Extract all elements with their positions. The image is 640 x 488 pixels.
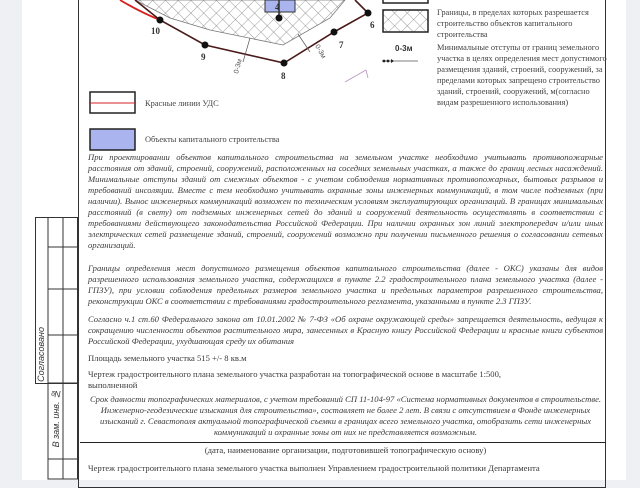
legend-offset-text: Минимальные отступы от границ земельного участка в целях определения мест допустимого размещения зданий, строений, сооружений, за пределами которых запрещено строительство зданий, строений, сооружений, м(согласно видам разрешенного использования) xyxy=(437,43,607,107)
legend-hatched-symbol xyxy=(383,10,428,32)
point-label: 9 xyxy=(201,52,206,62)
point-label: 10 xyxy=(151,26,160,36)
legend-symbol-box xyxy=(383,0,428,3)
buildable-zone xyxy=(135,0,345,45)
approval-stamp xyxy=(35,217,78,480)
paragraph-oks-boundaries: Границы определения мест допустимого размещения объектов капитального строительства (далее - ОКС) указаны для видов разрешенного использования земельного участка, содержащихся в пункте 2.2 градостроительного плана земельного участка (далее - ГПЗУ), при условии соблюдения предельных размеров земельного участка и предельных параметров разрешенного строительства, реконструкции ОКС в соответствии с требованиями градостроительного регламента, указанными в пункте 2.3 ГПЗУ. xyxy=(88,263,603,306)
point-label: 8 xyxy=(281,71,286,81)
stamp-inventory-label: В зам. инв. № xyxy=(51,389,61,448)
legend-objects-symbol xyxy=(90,129,135,150)
point-label: 6 xyxy=(370,20,375,30)
legend-hatched-text: Границы, в пределах которых разрешается строительство объектов капитального строительства xyxy=(437,8,589,39)
offset-label: 0-3м xyxy=(233,58,244,75)
divider xyxy=(80,442,606,443)
topo-note: Срок давности топографических материалов, с учетом требований СП 11-104-97 «Система нормативных документов в строительстве. Инженерно-геодезические изыскания для строительства», составляет не более 2 лет. В связи с отсутствием в Фонде инженерных изысканий г. Севастополя актуальной топографической съемки в границах всего земельного участка, отобразить сети инженерных коммуникаций и охранные зоны от них не представляется возможным. xyxy=(89,394,602,437)
stamp-agreed-label: Согласовано xyxy=(36,327,46,382)
building xyxy=(265,0,295,12)
executor-note: Чертеж градостроительного плана земельного участка выполнен Управлением градостроительной политики Департамента xyxy=(88,463,540,473)
scale-note-cont: выполненной xyxy=(88,380,138,390)
point-label: 7 xyxy=(339,40,344,50)
paragraph-environment: Согласно ч.1 ст.60 Федерального закона от 10.01.2002 № 7-ФЗ «Об охране окружающей среды» запрещается деятельность, ведущая к сокращению численности объектов растительного мира, занесенных в Красную книгу Российской Федерации и красные книги субъектов Российской Федерации, ухудшающая среду их обитания xyxy=(88,314,603,346)
legend-offset-symbol-label: 0-3м xyxy=(395,44,413,53)
scale-note: Чертеж градостроительного плана земельного участка разработан на топографической основе в масштабе 1:500, xyxy=(88,369,502,379)
legend-red-lines-text: Красные линии УДС xyxy=(145,99,219,108)
paragraph-fire-safety: При проектировании объектов капитального строительства на земельном участке необходимо учитывать противопожарные расстояния от зданий, строений, сооружений, расположенных на соседних земельных участках, а также до границ лесных насаждений. Минимальные отступы зданий от смежных объектов - с учетом соблюдения нормативных противопожарных, бытовых разрывов и требований инсоляции. Вместе с тем необходимо учитывать охранные зоны инженерных коммуникаций, в том числе подземных (при наличии). Вынос инженерных коммуникаций возможен по техническим условиям эксплуатирующих организаций. В границах минимальных расстояний (в свету) от подземных инженерных сетей до зданий и сооружений деятельность осуществлять в соответствии с требованиями действующего законодательства Российской Федерации. При наличии охранных зон линий электропередач и/или иных электрических сетей размещение зданий, строений, сооружений возможно при получении письменного решения о согласовании сетевых организаций. xyxy=(88,152,603,250)
topo-caption: (дата, наименование организации, подготовившей топографическую основу) xyxy=(204,445,487,455)
plot-area: Площадь земельного участка 515 +/- 8 кв.м xyxy=(88,353,247,363)
legend-objects-text: Объекты капитального строительства xyxy=(145,135,280,144)
point-label: 4 xyxy=(275,2,280,12)
offset-label: 0-3м xyxy=(313,43,327,60)
